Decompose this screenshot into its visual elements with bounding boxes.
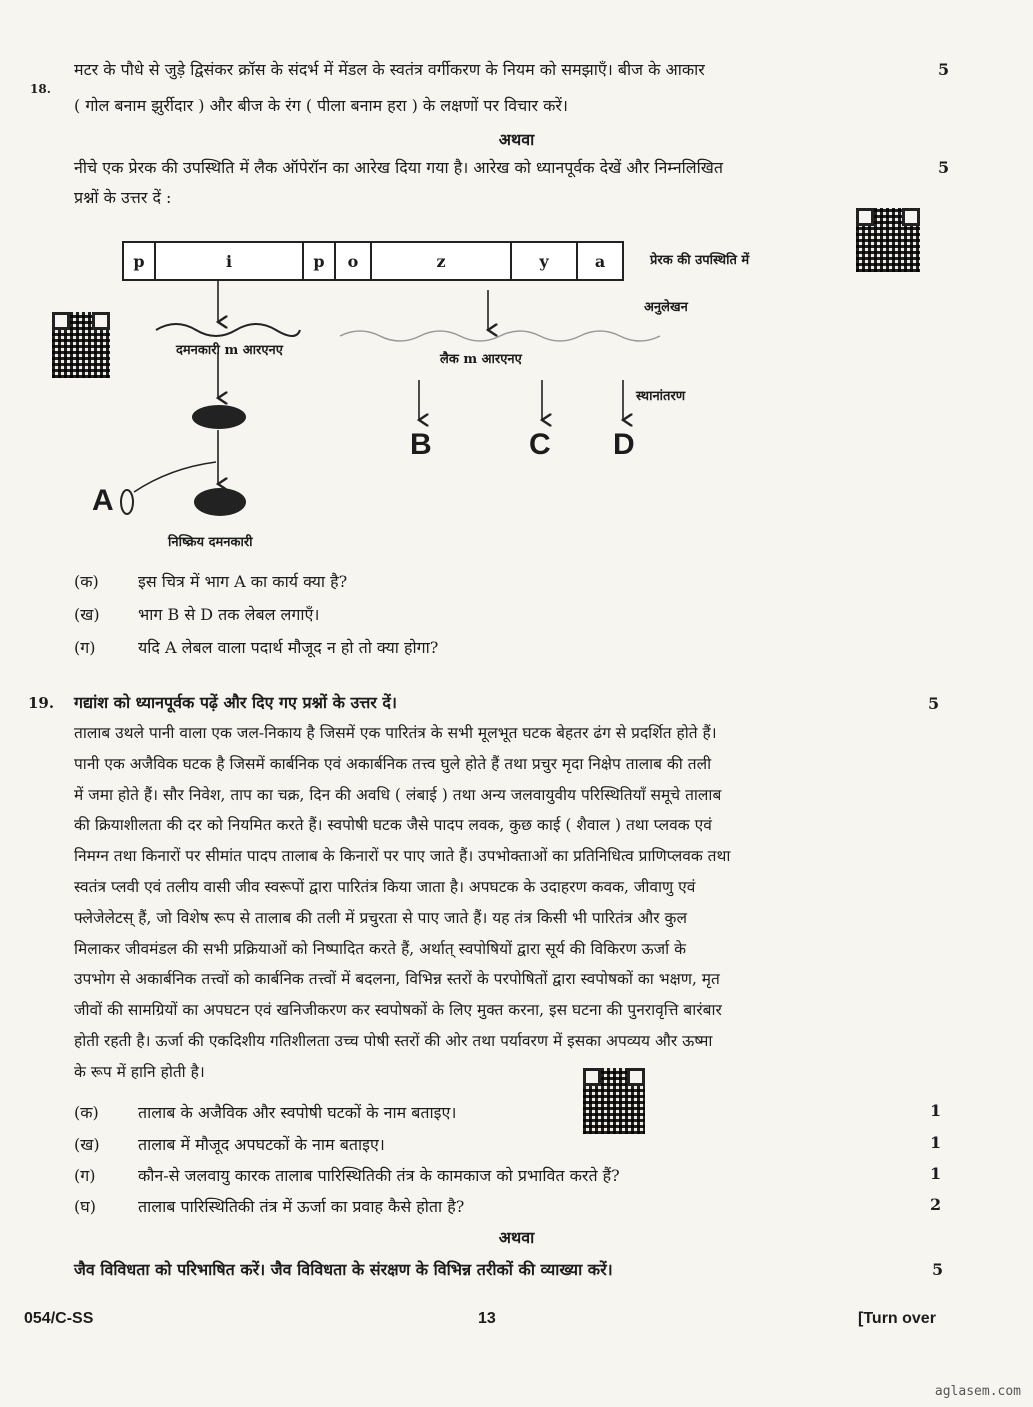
q19-passage (74, 718, 904, 1088)
lac-mrna-wave (340, 331, 660, 341)
q18-sub-kh (74, 603, 319, 625)
passage-line: मिलाकर जीवमंडल की सभी प्रक्रियाओं को निष्पादित करते हैं, अर्थात् स्वपोषियों द्वारा सूर्य की विकिरण ऊर्जा के (74, 939, 687, 958)
q19-alt-text: जैव विविधता को परिभाषित करें। जैव विविधता के संरक्षण के विभिन्न तरीकों की व्याख्या करें। (74, 1260, 613, 1279)
active-repressor-shape (192, 405, 246, 429)
gene-segment: p (124, 243, 156, 279)
q19-sub-kh-marks: 1 (930, 1133, 942, 1152)
paper-code: 054/C-SS (24, 1310, 94, 1327)
page-number: 13 (478, 1310, 496, 1327)
sub-label: (क) (74, 572, 99, 591)
gene-segment: i (156, 243, 304, 279)
passage-line: में जमा होते हैं। सौर निवेश, ताप का चक्र, दिन की अवधि ( लंबाई ) तथा अन्य जलवायुवीय परिस्थितियाँ समूचे तालाब (74, 785, 722, 804)
gene-segment: y (512, 243, 578, 279)
label-letter-c: C (529, 428, 551, 461)
q19-or-label: अथवा (498, 1228, 535, 1247)
q18-sub-g (74, 636, 438, 658)
label-letter-d: D (613, 428, 635, 461)
q19-sub-gh-marks: 2 (930, 1195, 942, 1214)
sub-label: (क) (74, 1103, 99, 1122)
q19-sub-kh (74, 1133, 385, 1155)
sub-text: तालाब में मौजूद अपघटकों के नाम बताइए। (138, 1135, 385, 1154)
sub-text: इस चित्र में भाग A का कार्य क्या है? (138, 572, 348, 591)
q18-text-line1: मटर के पौधे से जुड़े द्विसंकर क्रॉस के संदर्भ में मेंडल के स्वतंत्र वर्गीकरण के नियम को समझाएँ। बीज के आकार (74, 60, 705, 79)
passage-line: उपभोग से अकार्बनिक तत्त्वों को कार्बनिक तत्त्वों में बदलना, विभिन्न स्तरों के परपोषितों द्वारा स्वपोषकों का भक्षण, मृत (74, 970, 720, 989)
sub-label: (ग) (74, 1166, 96, 1185)
sub-label: (घ) (74, 1197, 96, 1216)
lac-mrna-label: लैक m आरएनए (440, 352, 522, 367)
passage-line: पानी एक अजैविक घटक है जिसमें कार्बनिक एवं अकार्बनिक तत्त्व घुले होते हैं तथा प्रचुर मृदा निक्षेप तालाब की तली (74, 754, 712, 773)
gene-segment: z (372, 243, 512, 279)
inactive-repressor-label: निष्क्रिय दमनकारी (168, 535, 253, 550)
translation-label: स्थानांतरण (636, 389, 686, 404)
passage-line: के रूप में हानि होती है। (74, 1062, 205, 1081)
inactive-repressor-shape (194, 488, 246, 516)
q18-sub-k (74, 570, 347, 592)
inducer-label: प्रेरक की उपस्थिति में (650, 253, 750, 268)
sub-label: (ख) (74, 605, 100, 624)
inducer-binding-line (134, 462, 216, 492)
q18-or-label: अथवा (498, 130, 535, 149)
repressor-mrna-wave (156, 324, 300, 336)
sub-label: (ख) (74, 1135, 100, 1154)
watermark: aglasem.com (934, 1384, 1021, 1399)
sub-text: तालाब के अजैविक और स्वपोषी घटकों के नाम बताइए। (138, 1103, 457, 1122)
passage-line: निमग्न तथा किनारों पर सीमांत पादप तालाब के किनारों पर पाए जाते हैं। उपभोक्ताओं का प्रतिनिधित्व प्राणिप्लवक तथा (74, 847, 731, 866)
q19-heading: गद्यांश को ध्यानपूर्वक पढ़ें और दिए गए प्रश्नों के उत्तर दें। (74, 693, 397, 712)
label-letter-a: A (92, 484, 114, 517)
q18-alt-line2: प्रश्नों के उत्तर दें : (74, 188, 172, 207)
passage-line: की क्रियाशीलता की दर को नियमित करते हैं। स्वपोषी घटक जैसे पादप लवक, कुछ काई ( शैवाल ) तथा प्लवक एवं (74, 816, 712, 835)
q19-sub-g-marks: 1 (930, 1164, 942, 1183)
passage-line: होती रहती है। ऊर्जा की एकदिशीय गतिशीलता उच्च पोषी स्तरों की ओर तथा पर्यावरण में इसका अपव्यय और ऊष्मा (74, 1031, 713, 1050)
repressor-mrna-label: दमनकारी m आरएनए (176, 343, 283, 358)
q18-alt-line1: नीचे एक प्रेरक की उपस्थिति में लैक ऑपेरॉन का आरेख दिया गया है। आरेख को ध्यानपूर्वक देखें और निम्नलिखित (74, 158, 723, 177)
sub-text: कौन-से जलवायु कारक तालाब पारिस्थितिकी तंत्र के कामकाज को प्रभावित करते हैं? (138, 1166, 620, 1185)
q19-alt-marks: 5 (932, 1260, 944, 1279)
turn-over-label: [Turn over (858, 1310, 936, 1327)
q18-alt-marks: 5 (938, 158, 950, 177)
sub-text: भाग B से D तक लेबल लगाएँ। (138, 605, 320, 624)
transcription-label: अनुलेखन (644, 300, 688, 315)
label-letter-b: B (410, 428, 432, 461)
q18-marks: 5 (938, 60, 950, 79)
sub-text: तालाब पारिस्थितिकी तंत्र में ऊर्जा का प्रवाह कैसे होता है? (138, 1197, 465, 1216)
q19-marks: 5 (928, 694, 940, 713)
q18-text-line2: ( गोल बनाम झुर्रीदार ) और बीज के रंग ( पीला बनाम हरा ) के लक्षणों पर विचार करें। (74, 96, 568, 115)
passage-line: जीवों की सामग्रियों का अपघटन एवं खनिजीकरण कर स्वपोषकों के लिए मुक्त करना, इस घटना की पुनरावृत्ति बारंबार (74, 1001, 722, 1020)
q19-sub-g (74, 1164, 620, 1186)
q19-sub-k (74, 1101, 456, 1123)
passage-line: फ्लेजेलेटस् हैं, जो विशेष रूप से तालाब की तली में प्रचुरता से पाए जाते हैं। यह तंत्र किसी भी पारितंत्र और कुल (74, 908, 687, 927)
sub-label: (ग) (74, 638, 96, 657)
q18-number: 18. (30, 82, 51, 96)
gene-segment: a (594, 251, 606, 271)
gene-segment: p (304, 243, 336, 279)
q19-sub-gh (74, 1195, 464, 1217)
sub-text: यदि A लेबल वाला पदार्थ मौजूद न हो तो क्या होगा? (138, 638, 439, 657)
lac-operon-diagram-shapes (0, 0, 1033, 600)
q19-number: 19. (28, 694, 55, 712)
passage-line: तालाब उथले पानी वाला एक जल-निकाय है जिसमें एक पारितंत्र के सभी मूलभूत घटक बेहतर ढंग से प्रदर्शित होते हैं। (74, 724, 717, 742)
inducer-a-shape (121, 490, 133, 514)
q19-sub-k-marks: 1 (930, 1101, 942, 1120)
passage-line: स्वतंत्र प्लवी एवं तलीय वासी जीव स्वरूपों द्वारा पारितंत्र किया जाता है। अपघटक के उदाहरण कवक, जीवाणु एवं (74, 877, 696, 896)
gene-segment: o (336, 243, 372, 279)
